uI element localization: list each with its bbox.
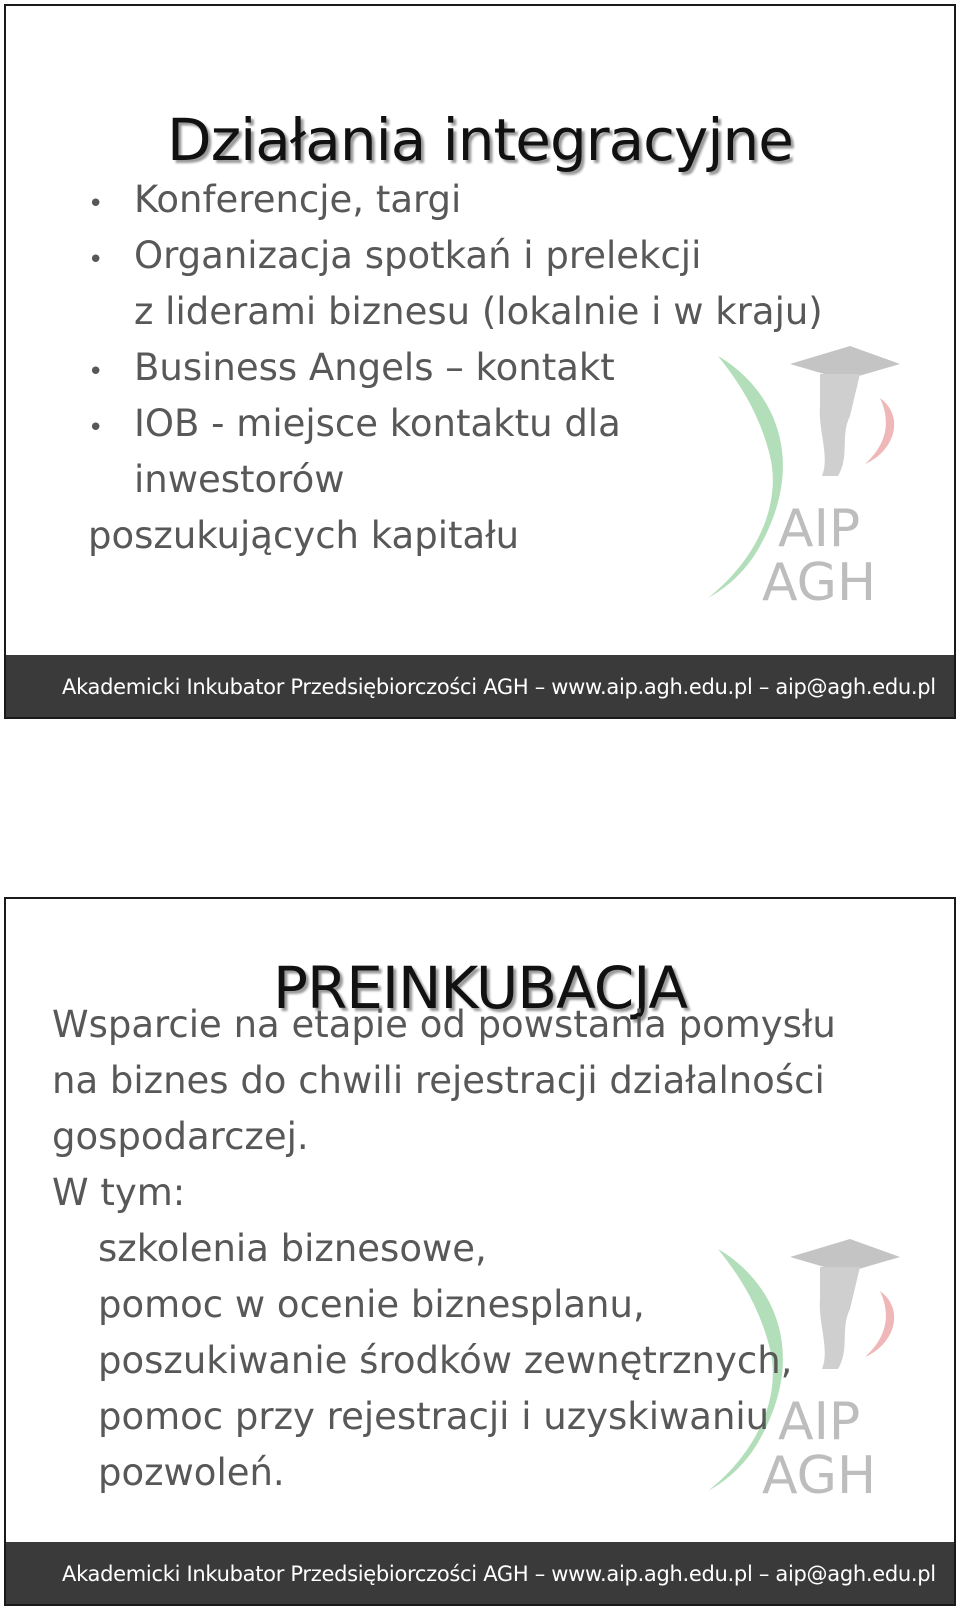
footer-text: Akademicki Inkubator Przedsiębiorczości AGH – www.aip.agh.edu.pl – aip@agh.edu.pl — [62, 675, 936, 699]
bullet-dot-icon: • — [88, 357, 104, 387]
slide-footer — [6, 1542, 954, 1604]
slide-1 — [4, 4, 956, 719]
slide-footer — [6, 655, 954, 717]
bullet-item: Business Angels – kontakt — [134, 346, 615, 389]
paragraph-line: Wsparcie na etapie od powstania pomysłu — [52, 1003, 836, 1046]
logo-line1: AIP — [778, 1392, 861, 1452]
bullet-item: IOB - miejsce kontaktu dla — [134, 402, 621, 445]
bullet-item: Organizacja spotkań i prelekcji — [134, 234, 702, 277]
bullet-item: Konferencje, targi — [134, 178, 462, 221]
list-item: poszukiwanie środków zewnętrznych, — [98, 1339, 793, 1382]
bullet-continuation: poszukujących kapitału — [88, 514, 520, 557]
slide-2 — [4, 897, 956, 1606]
list-item: pomoc w ocenie biznesplanu, — [98, 1283, 645, 1326]
aip-agh-logo-icon — [700, 346, 910, 626]
footer-text: Akademicki Inkubator Przedsiębiorczości AGH – www.aip.agh.edu.pl – aip@agh.edu.pl — [62, 1562, 936, 1586]
paragraph-line: W tym: — [52, 1171, 186, 1214]
slide-title: PREINKUBACJA — [272, 954, 688, 1022]
logo-line2: AGH — [762, 553, 877, 613]
bullet-dot-icon: • — [88, 413, 104, 443]
list-item: pozwoleń. — [98, 1451, 285, 1494]
list-item: pomoc przy rejestracji i uzyskiwaniu — [98, 1395, 770, 1438]
logo-line1: AIP — [778, 499, 861, 559]
logo-line2: AGH — [762, 1446, 877, 1506]
bullet-continuation: inwestorów — [134, 458, 345, 501]
list-item: szkolenia biznesowe, — [98, 1227, 487, 1270]
paragraph-line: na biznes do chwili rejestracji działalności — [52, 1059, 825, 1102]
slide-title: Działania integracyjne — [167, 106, 793, 174]
paragraph-line: gospodarczej. — [52, 1115, 309, 1158]
bullet-continuation: z liderami biznesu (lokalnie i w kraju) — [134, 290, 823, 333]
bullet-dot-icon: • — [88, 189, 104, 219]
bullet-dot-icon: • — [88, 245, 104, 275]
